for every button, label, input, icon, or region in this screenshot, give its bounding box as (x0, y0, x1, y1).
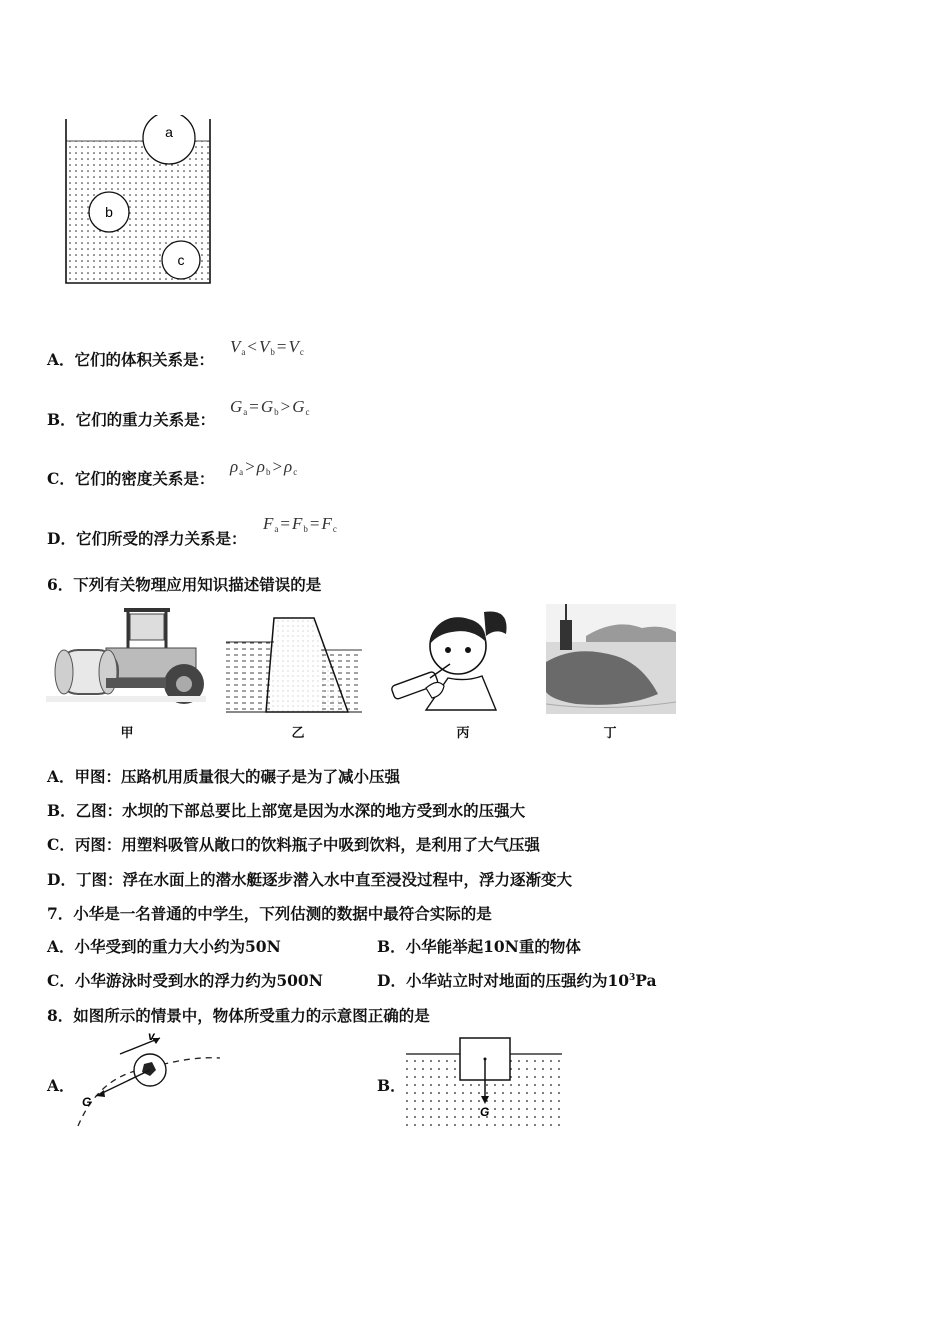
q7-option-c: C．小华游泳时受到水的浮力约为500N (47, 971, 323, 990)
q6-caption-jia: 甲 (120, 726, 134, 741)
q6-caption-yi: 乙 (291, 726, 305, 741)
q5-option-c: C．它们的密度关系是： (47, 469, 215, 488)
q8-figure-b-block-in-water (404, 1034, 564, 1130)
q7-option-a: A．小华受到的重力大小约为50N (47, 937, 281, 956)
q5-option-d: D．它们所受的浮力关系是： (47, 529, 247, 548)
q6-stem: 6．下列有关物理应用知识描述错误的是 (47, 575, 322, 594)
q8-a-velocity-label: v (148, 1030, 155, 1043)
ball-b-label: b (105, 204, 113, 220)
ball-c-label: c (177, 252, 185, 268)
q6-option-b: B．乙图：水坝的下部总要比上部宽是因为水深的地方受到水的压强大 (47, 801, 526, 820)
q8-figure-a-soccer-ball (70, 1030, 222, 1130)
q5-option-b-formula: $G_a = G_b > G_c$ (230, 397, 310, 417)
q6-caption-bing: 丙 (456, 726, 470, 741)
q6-option-d: D．丁图：浮在水面上的潜水艇逐步潜入水中直至浸没过程中，浮力逐渐变大 (47, 870, 572, 889)
q6-option-a: A．甲图：压路机用质量很大的碾子是为了减小压强 (47, 767, 401, 786)
q8-option-a: A． (47, 1076, 75, 1095)
q5-option-a: A．它们的体积关系是： (47, 350, 215, 369)
q8-b-gravity-label: G (480, 1105, 490, 1119)
q6-image-dam (226, 604, 362, 714)
q5-option-a-formula: $V_a < V_b = V_c$ (230, 337, 304, 357)
q8-stem: 8．如图所示的情景中，物体所受重力的示意图正确的是 (47, 1006, 430, 1025)
q5-option-c-formula: $\rho_a > \rho_b > \rho_c$ (230, 457, 298, 477)
q8-a-gravity-label: G (82, 1095, 92, 1109)
q6-image-girl-straw (386, 606, 516, 714)
q7-stem: 7．小华是一名普通的中学生，下列估测的数据中最符合实际的是 (47, 904, 492, 923)
q6-caption-ding: 丁 (603, 726, 617, 741)
q6-image-road-roller (46, 604, 206, 714)
ball-a-label: a (165, 124, 173, 140)
q6-option-c: C．丙图：用塑料吸管从敞口的饮料瓶子中吸到饮料，是利用了大气压强 (47, 835, 540, 854)
q7-option-d: D．小华站立时对地面的压强约为$10^3Pa$ (377, 971, 657, 990)
q8-option-b: B． (377, 1076, 406, 1095)
q5-option-d-formula: $F_a = F_b = F_c$ (263, 514, 337, 534)
q6-image-submarine (546, 604, 676, 714)
q5-container-figure (62, 115, 216, 287)
q7-option-b: B．小华能举起10N重的物体 (377, 937, 581, 956)
q5-option-b: B．它们的重力关系是： (47, 410, 216, 429)
